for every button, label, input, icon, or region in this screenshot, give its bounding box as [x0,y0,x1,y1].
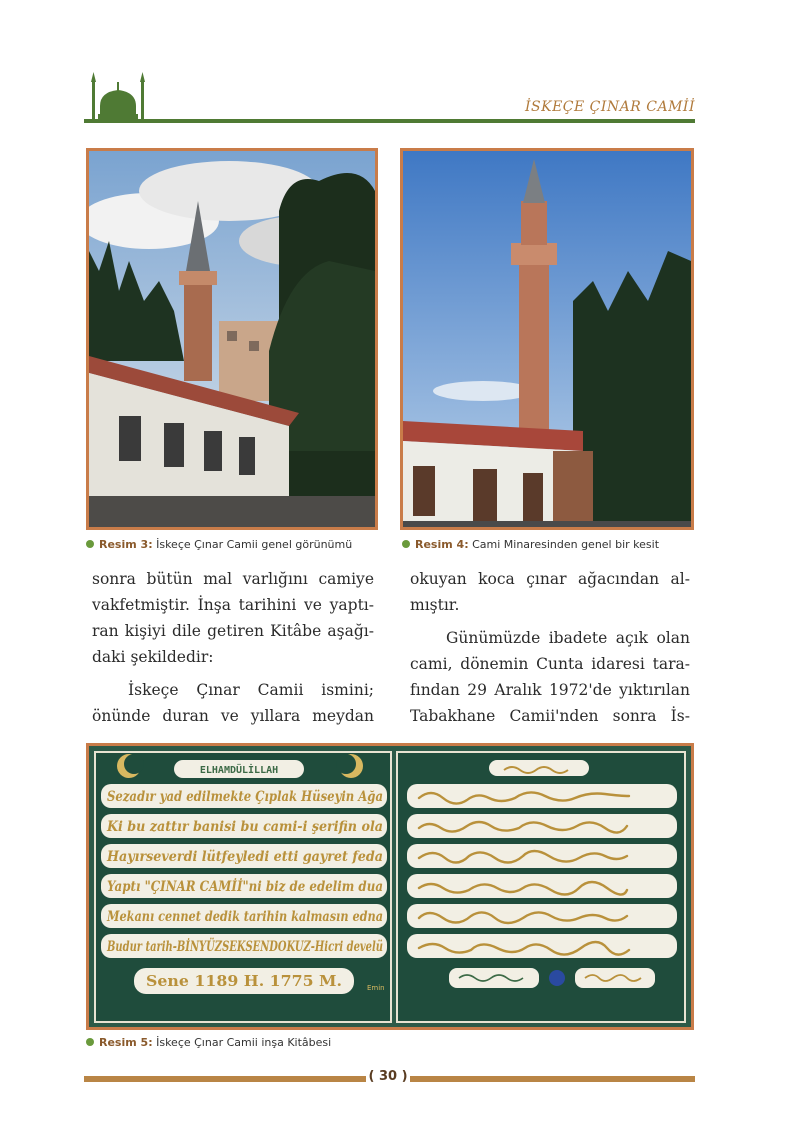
figure-caption-4: Resim 4: Cami Minaresinden genel bir kesit [402,538,659,551]
figure-caption-5: Resim 5: İskeçe Çınar Camii inşa Kitâbesi [86,1036,331,1049]
inscription-line-6: Budur tarih-BİNYÜZSEKSENDOKUZ-Hicri develü [107,939,482,955]
bullet-icon [86,1038,94,1046]
figure-caption-3: Resim 3: İskeçe Çınar Camii genel görünümü [86,538,352,551]
mosque-silhouette-icon [86,70,150,122]
body-column-left: sonra bütün mal varlığını camiye vakfetmiştir. İnşa tarihini ve yaptı- ran kişiyi dile getiren Kitâbe aşağı- daki şekildedir: İskeçe Çınar Camii ismini; önünde duran ve yıllara meydan [92,570,374,725]
footer-rule-left [84,1076,366,1082]
footer-rule-right [410,1076,695,1082]
inscription-line-5: Mekanı cennet dedik tarihin kalmasın edna [106,909,383,925]
running-title: İSKEÇE ÇINAR CAMİİ [525,99,695,115]
photo-inscription [86,743,694,1030]
page-number: ( 30 ) [368,1069,408,1084]
body-column-right: okuyan koca çınar ağacından al- mıştır. Günümüzde ibadete açık olan cami, dönemin Cunta idaresi tara- fından 29 Aralık 1972'de yıktırılan Tabakhane Camii'nden sonra İs- [410,570,690,725]
inscription-signature: Emin [367,984,385,992]
inscription-line-2: Ki bu zattır banisi bu cami-i şerifin ola [106,819,383,835]
inscription-line-1: Sezadır yad edilmekte Çıplak Hüseyin Ağa [107,789,383,805]
header-rule [84,119,695,123]
inscription-left-header: ELHAMDÜLİLLAH [199,765,279,776]
inscription-line-3: Hayırseverdi lütfeyledi etti gayret feda [106,849,383,865]
bullet-icon [86,540,94,548]
bullet-icon [402,540,410,548]
inscription-line-4: Yaptı "ÇINAR CAMİİ"ni biz de edelim dua [107,879,383,895]
photo-minaret-view [400,148,694,530]
photo-mosque-general-view [86,148,378,530]
inscription-date-line: Sene 1189 H. 1775 M. [146,972,342,990]
